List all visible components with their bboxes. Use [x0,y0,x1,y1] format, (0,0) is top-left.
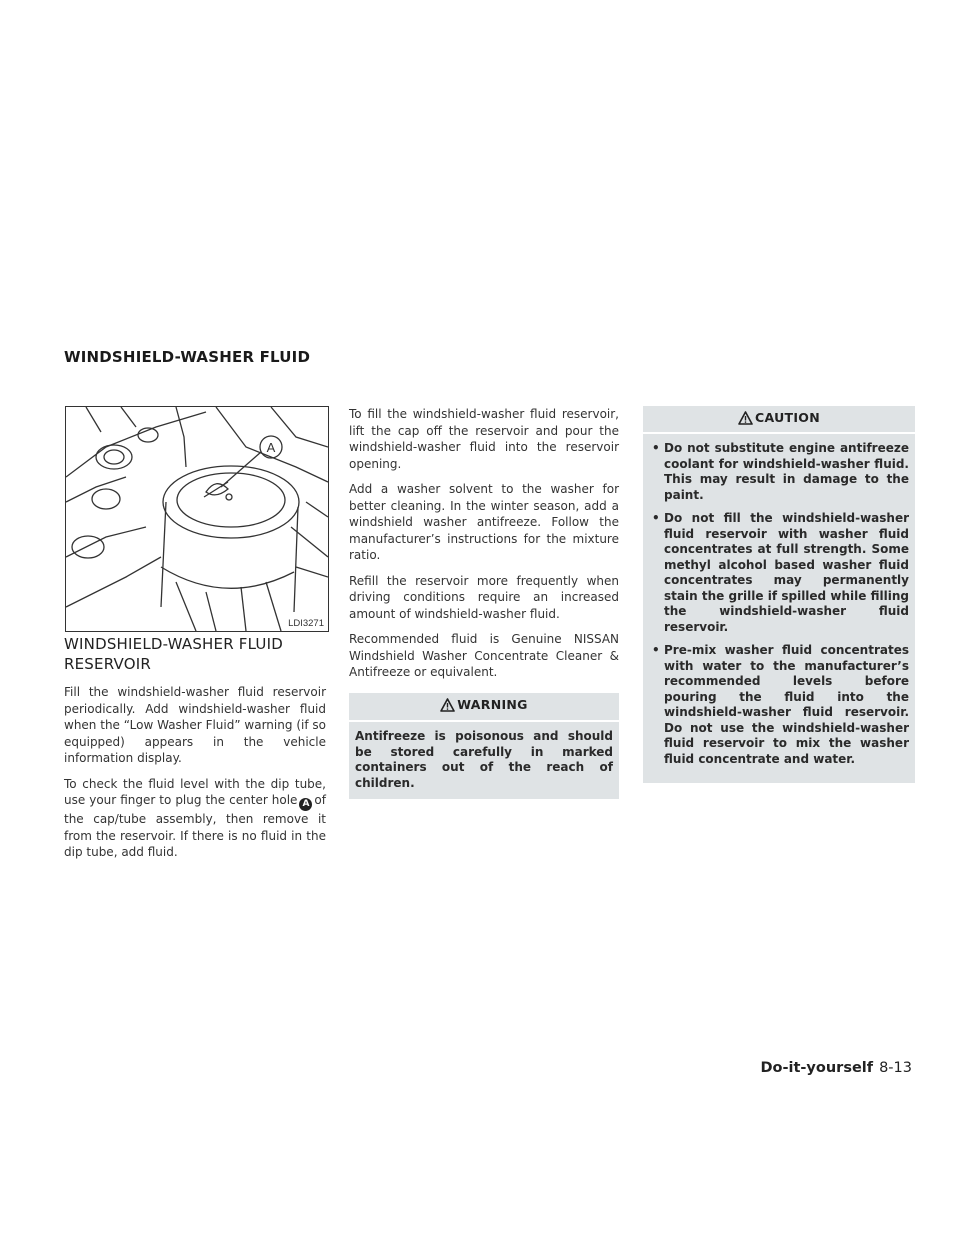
marker-a-icon: A [299,798,312,811]
middle-paragraph-1: To fill the windshield-washer fluid reservoir, lift the cap off the reservoir and pour the windshield-washer fluid into the reservoir opening. [349,407,619,471]
caution-body [643,434,915,783]
callout-a-label: A [266,440,276,455]
page-number: 8-13 [879,1060,912,1076]
middle-paragraph-2: Add a washer solvent to the washer for better cleaning. In the winter season, add a windshield washer antifreeze. Follow the manufacturer’s instructions for the mixture ratio. [349,482,619,562]
para2-after: of the cap/tube assembly, then remove it from the reservoir. If there is no fluid in the dip tube, add fluid. [64,793,326,859]
caution-header [643,406,915,434]
reservoir-illustration [65,406,329,632]
figure-label: LDI3271 [288,618,324,629]
para2-before: To check the fluid level with the dip tube, use your finger to plug the center hole [64,776,326,807]
reservoir-drawing [66,407,328,631]
section-title: WINDSHIELD-WASHER FLUID [64,348,311,366]
warning-triangle-icon [440,698,455,717]
middle-column [349,406,619,799]
warning-title: WARNING [457,696,528,712]
warning-box [349,693,619,800]
left-paragraph-1: Fill the windshield-washer fluid reservoir periodically. Add windshield-washer fluid when the “Low Washer Fluid” warning (if so equipped) appears in the vehicle information display. [64,685,326,765]
right-column [643,406,915,783]
middle-paragraph-4: Recommended fluid is Genuine NISSAN Windshield Washer Concentrate Cleaner & Antifreeze or equivalent. [349,632,619,679]
subheading: WINDSHIELD-WASHER FLUID RESERVOIR [64,635,283,673]
caution-item: • Do not substitute engine antifreeze coolant for windshield-washer fluid. This may result in damage to the paint. [649,441,909,503]
caution-item: • Do not fill the windshield-washer fluid reservoir with washer fluid concentrates at full strength. Some methyl alcohol based washer fluid concentrates may permanently stain the grille if spilled while filling the windshield-washer fluid reservoir. [649,511,909,635]
caution-triangle-icon [738,411,753,428]
left-paragraph-2 [64,776,326,861]
caution-title: CAUTION [755,410,820,425]
caution-item: • Pre-mix washer fluid concentrates with water to the manufacturer’s recommended levels before pouring the fluid into the windshield-washer fluid reservoir. Do not use the windshield-washer fluid reservoir to mix the washer fluid concentrate and water. [649,643,909,767]
page-footer [761,1060,913,1076]
chapter-name: Do-it-yourself [760,1060,874,1076]
warning-header [349,693,619,723]
warning-text: Antifreeze is poisonous and should be stored carefully in marked containers out of the reach of children. [355,729,613,790]
middle-paragraph-3: Refill the reservoir more frequently when driving conditions require an increased amount of windshield-washer fluid. [349,573,619,621]
left-column [64,634,326,870]
caution-box [643,406,915,783]
